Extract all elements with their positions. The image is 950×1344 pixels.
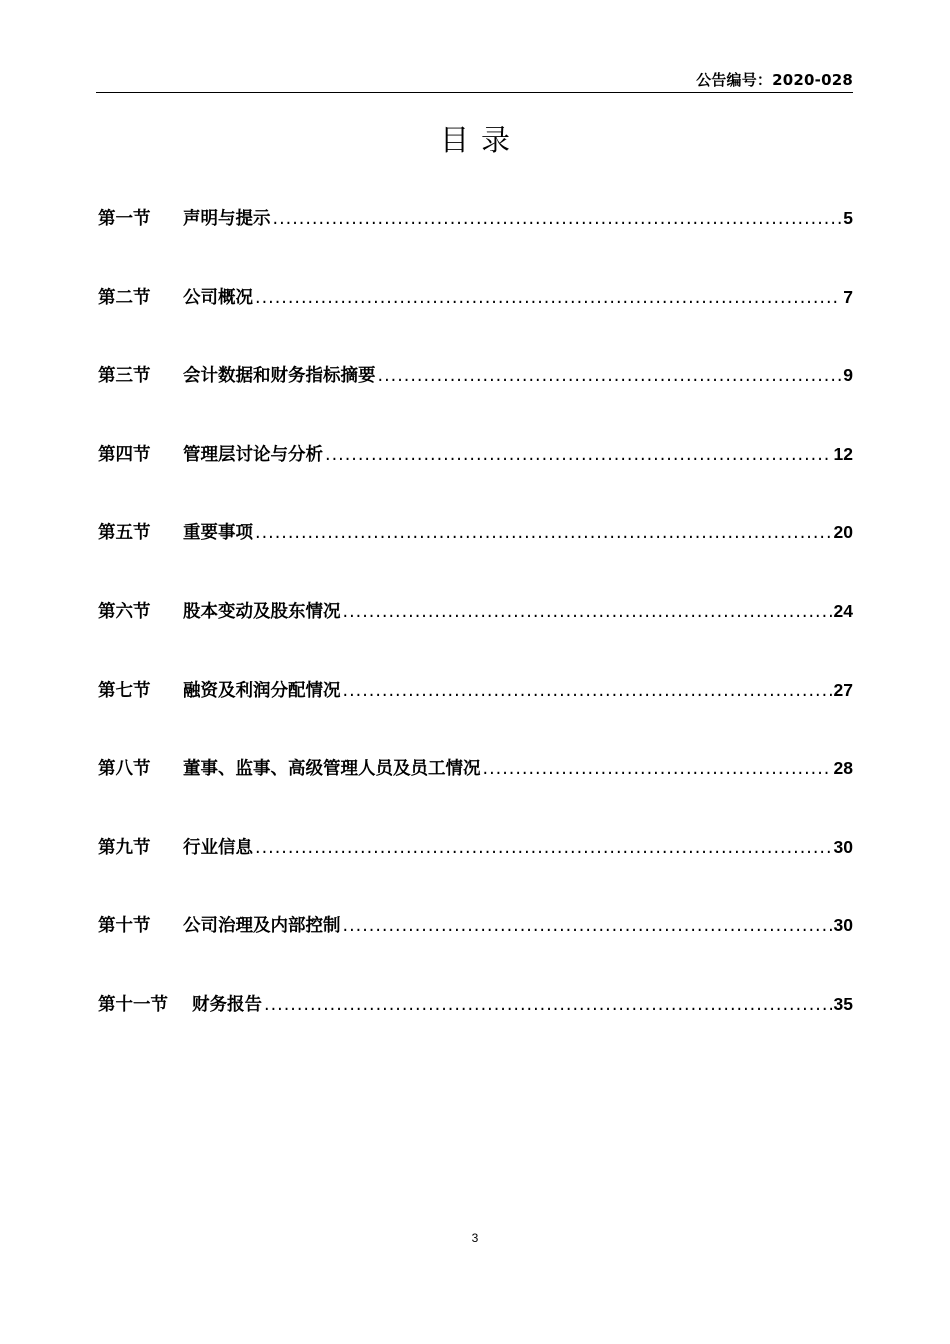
announcement-number: 公告编号：2020-028: [696, 71, 853, 89]
toc-section-title: 重要事项: [183, 523, 253, 544]
toc-entry[interactable]: [98, 441, 853, 520]
toc-dot-leader: [378, 366, 842, 386]
toc-section-number: 第五节: [98, 523, 151, 544]
toc-section-title: 公司概况: [183, 287, 253, 308]
toc-dot-leader: [325, 445, 832, 465]
toc-section-number: 第二节: [98, 287, 151, 308]
toc-entry[interactable]: [98, 677, 853, 756]
page-title: 目录: [439, 123, 522, 157]
toc-dot-leader: [264, 995, 832, 1015]
toc-entry[interactable]: [98, 991, 853, 1070]
toc-entry[interactable]: [98, 598, 853, 677]
toc-section-title: 股本变动及股东情况: [183, 601, 341, 622]
toc-page-number: 12: [833, 443, 853, 464]
toc-section-title: 董事、监事、高级管理人员及员工情况: [183, 759, 481, 780]
page-number: 3: [471, 1231, 479, 1245]
toc-section-title: 声明与提示: [183, 209, 271, 229]
toc-dot-leader: [343, 602, 832, 622]
toc-page-number: 20: [833, 522, 853, 543]
toc-dot-leader: [255, 288, 841, 308]
toc-entry[interactable]: [98, 912, 853, 991]
toc-page-number: 30: [833, 915, 853, 936]
toc-section-title: 公司治理及内部控制: [183, 916, 341, 937]
toc-section-title: 会计数据和财务指标摘要: [183, 366, 376, 387]
toc-section-number: 第八节: [98, 759, 151, 780]
toc-section-number: 第三节: [98, 366, 151, 387]
table-of-contents: [98, 205, 853, 1070]
toc-section-title: 管理层讨论与分析: [183, 444, 323, 465]
toc-entry[interactable]: [98, 519, 853, 598]
toc-section-number: 第十一节: [98, 994, 168, 1015]
toc-page-number: 24: [833, 600, 853, 621]
toc-entry[interactable]: [98, 834, 853, 913]
toc-entry[interactable]: [98, 362, 853, 441]
toc-page-number: 35: [833, 993, 853, 1014]
toc-dot-leader: [343, 916, 832, 936]
toc-page-number: 28: [833, 758, 853, 779]
toc-entry[interactable]: [98, 755, 853, 834]
page-header: [96, 60, 853, 93]
toc-page-number: 30: [833, 836, 853, 857]
toc-section-number: 第四节: [98, 444, 151, 465]
toc-section-title: 融资及利润分配情况: [183, 680, 341, 701]
toc-section-number: 第九节: [98, 837, 151, 858]
toc-page-number: 5: [843, 208, 853, 228]
toc-page-number: 7: [843, 286, 853, 307]
toc-dot-leader: [483, 759, 832, 779]
toc-section-title: 财务报告: [192, 994, 262, 1015]
toc-section-number: 第十节: [98, 916, 151, 937]
toc-entry[interactable]: [98, 205, 853, 284]
toc-page-number: 9: [843, 365, 853, 386]
toc-dot-leader: [343, 681, 832, 701]
toc-dot-leader: [273, 209, 842, 229]
toc-section-number: 第六节: [98, 601, 151, 622]
toc-dot-leader: [255, 838, 832, 858]
toc-section-number: 第七节: [98, 680, 151, 701]
toc-section-title: 行业信息: [183, 837, 253, 858]
toc-section-number: 第一节: [98, 209, 151, 229]
toc-dot-leader: [255, 523, 832, 543]
toc-page-number: 27: [833, 679, 853, 700]
toc-entry[interactable]: [98, 284, 853, 363]
